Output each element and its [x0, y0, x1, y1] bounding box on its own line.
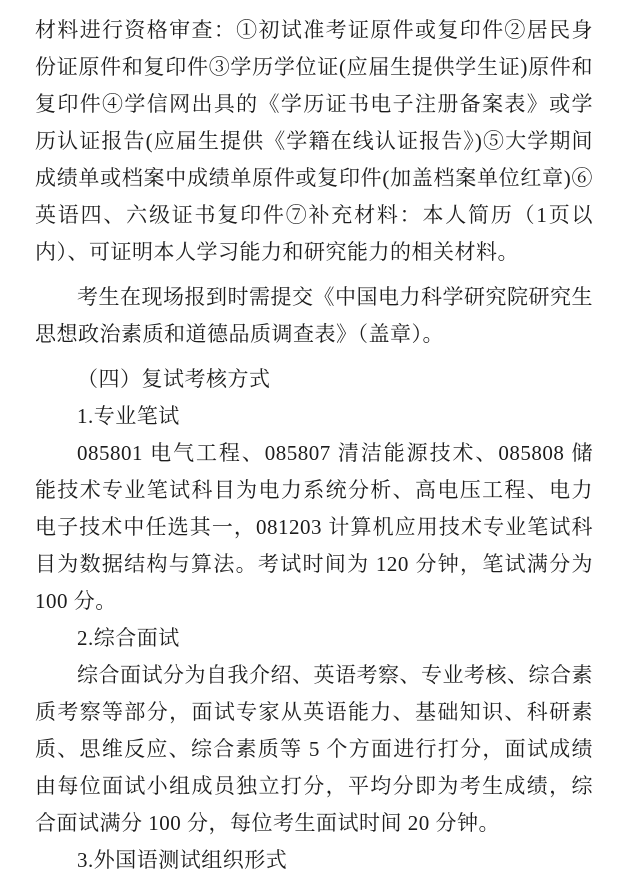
heading-professional-written-test: 1.专业笔试 [77, 404, 180, 428]
heading-comprehensive-interview: 2.综合面试 [77, 626, 180, 650]
heading-section-four-assessment-method: （四）复试考核方式 [77, 367, 271, 391]
paragraph-interview-details: 综合面试分为自我介绍、英语考察、专业考核、综合素质考察等部分，面试专家从英语能力、基础知识、科研素质、思维反应、综合素质等 5 个方面进行打分，面试成绩由每位面试小组成员独立打分，平均分即为考生成绩，综合面试满分 100 分，每位考生面试时间 20 分钟。 [35, 663, 593, 835]
paragraph-qualification-materials: 材料进行资格审查：①初试准考证原件或复印件②居民身份证原件和复印件③学历学位证(应届生提供学生证)原件和复印件④学信网出具的《学历证书电子注册备案表》或学历认证报告(应届生提供《学籍在线认证报告》)⑤大学期间成绩单或档案中成绩单原件或复印件(加盖档案单位红章)⑥英语四、六级证书复印件⑦补充材料：本人简历（1页以内）、可证明本人学习能力和研究能力的相关材料。 [35, 18, 593, 264]
heading-foreign-language-test: 3.外国语测试组织形式 [77, 848, 288, 872]
paragraph-onsite-submission: 考生在现场报到时需提交《中国电力科学研究院研究生思想政治素质和道德品质调查表》（盖章）。 [35, 285, 593, 346]
paragraph-written-test-details: 085801 电气工程、085807 清洁能源技术、085808 储能技术专业笔试科目为电力系统分析、高电压工程、电力电子技术中任选其一，081203 计算机应用技术专业笔试科目为数据结构与算法。考试时间为 120 分钟，笔试满分为 100 分。 [35, 441, 593, 613]
